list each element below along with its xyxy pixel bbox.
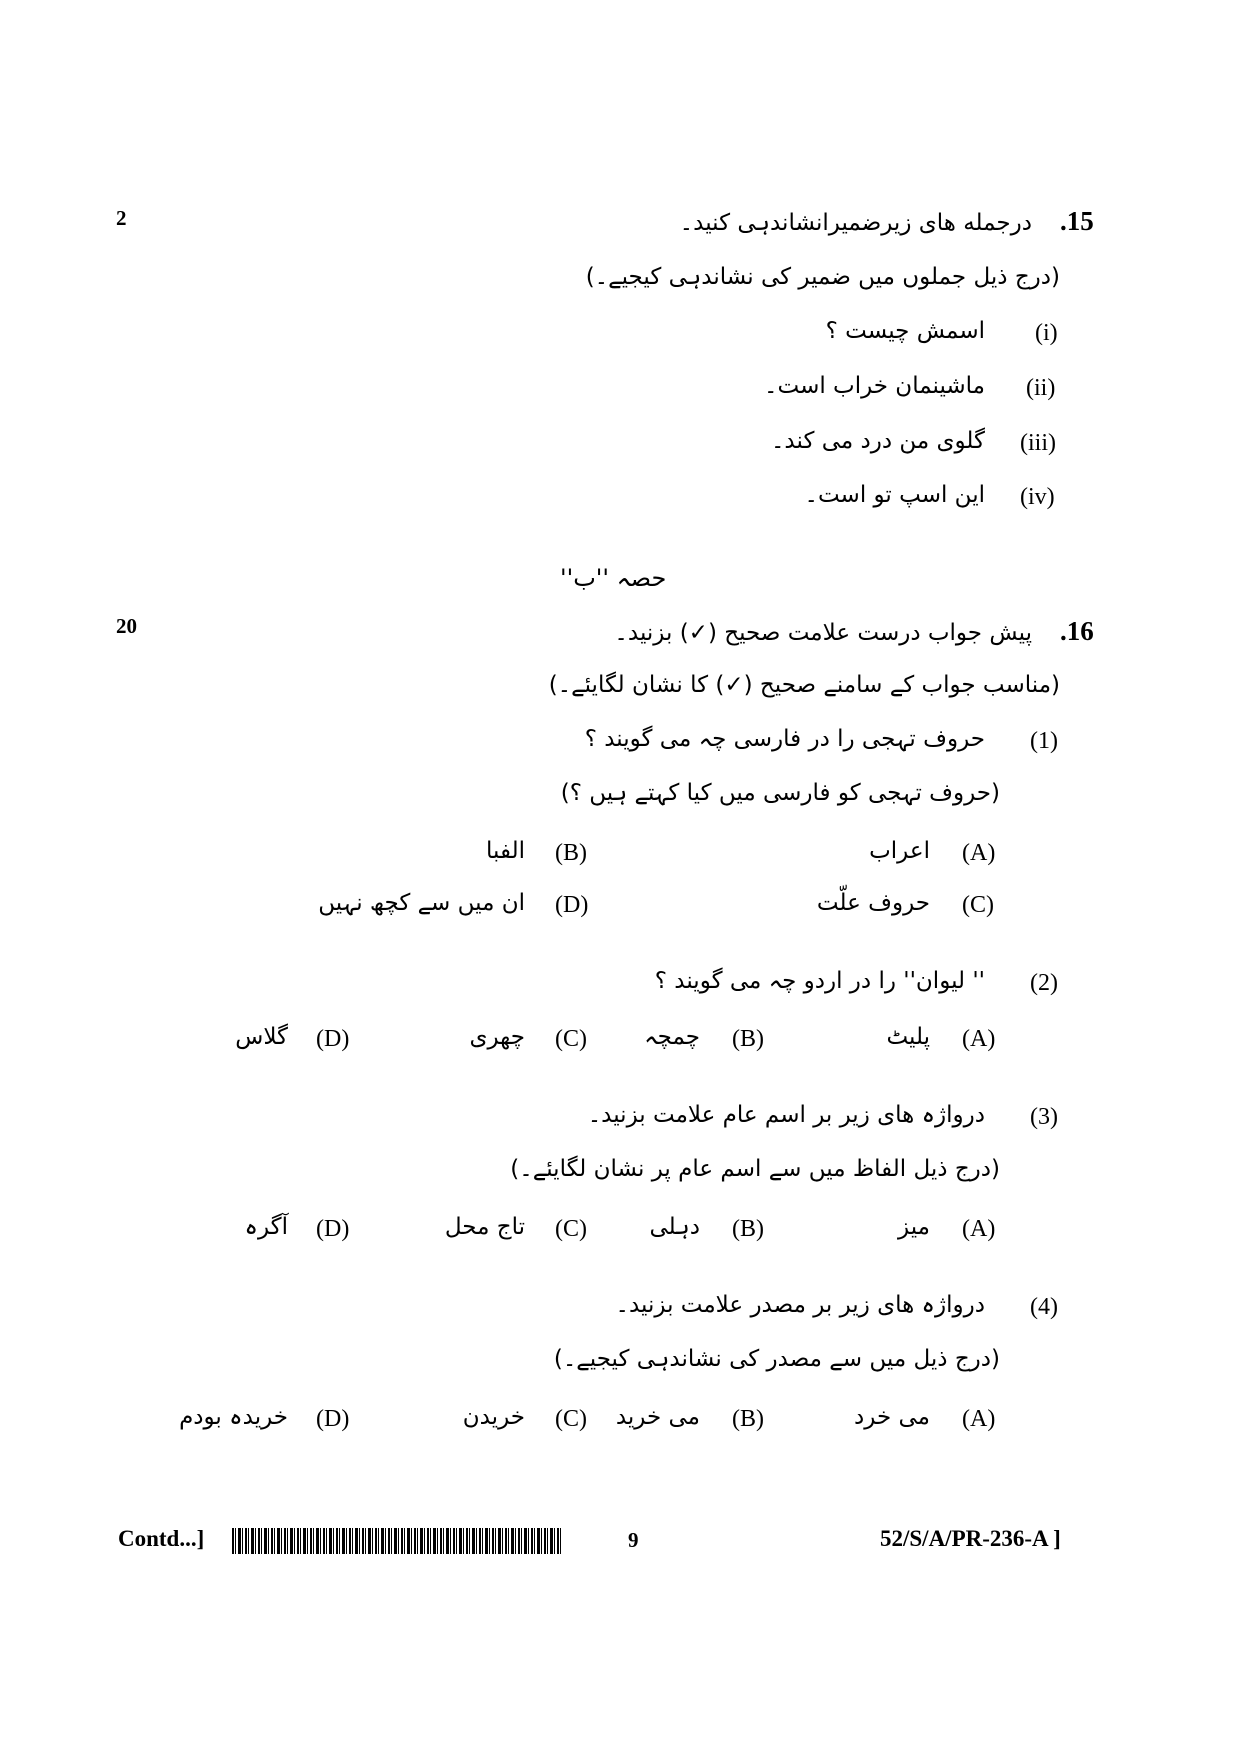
option-label-c: (C) bbox=[555, 1216, 587, 1242]
q15-persian-prompt: درجمله های زیرضمیرانشاندہی کنید۔ bbox=[679, 210, 1032, 236]
q16-sub1-option-c: حروف علّت bbox=[816, 890, 930, 916]
q16-sub3-option-b: دہلی bbox=[649, 1214, 700, 1240]
option-label-c: (C) bbox=[555, 1406, 587, 1432]
option-label-a: (A) bbox=[962, 840, 996, 866]
option-label-a: (A) bbox=[962, 1406, 996, 1432]
option-label-d: (D) bbox=[316, 1216, 350, 1242]
option-label-d: (D) bbox=[555, 892, 589, 918]
q16-sub2-option-d: گلاس bbox=[235, 1024, 288, 1050]
q16-persian-prompt: پیش جواب درست علامت صحیح (✓) بزنید۔ bbox=[614, 620, 1032, 646]
q16-sub1-persian: حروف تہجی را در فارسی چہ می گویند ؟ bbox=[584, 726, 985, 752]
q16-sub3-option-d: آگرہ bbox=[244, 1214, 288, 1240]
option-label-b: (B) bbox=[555, 840, 587, 866]
q15-item-text: گلوی من درد می کند۔ bbox=[770, 428, 985, 454]
q15-item-label: (i) bbox=[1035, 320, 1058, 346]
q16-sub3-option-c: تاج محل bbox=[444, 1214, 525, 1240]
q16-sub4-urdu: (درج ذیل میں سے مصدر کی نشاندہی کیجیے۔) bbox=[553, 1346, 1000, 1372]
q16-sub4-label: (4) bbox=[1030, 1294, 1058, 1320]
q16-sub2-option-c: چھری bbox=[469, 1024, 525, 1050]
q16-urdu-prompt: (مناسب جواب کے سامنے صحیح (✓) کا نشان لگایئے۔) bbox=[548, 672, 1060, 698]
q16-sub4-persian: درواژہ های زیر بر مصدر علامت بزنید۔ bbox=[615, 1292, 985, 1318]
option-label-a: (A) bbox=[962, 1216, 996, 1242]
option-label-c: (C) bbox=[555, 1026, 587, 1052]
option-label-a: (A) bbox=[962, 1026, 996, 1052]
q16-number: .16 bbox=[1060, 616, 1094, 646]
q15-number: .15 bbox=[1060, 206, 1094, 236]
q15-item-label: (ii) bbox=[1026, 375, 1056, 401]
q15-item-text: ماشینمان خراب است۔ bbox=[764, 373, 985, 399]
q16-sub3-label: (3) bbox=[1030, 1104, 1058, 1130]
option-label-b: (B) bbox=[732, 1406, 764, 1432]
q16-sub4-option-b: می خرید bbox=[615, 1404, 700, 1430]
section-title: حصہ ''ب'' bbox=[560, 564, 667, 592]
option-label-b: (B) bbox=[732, 1026, 764, 1052]
option-label-c: (C) bbox=[962, 892, 994, 918]
option-label-b: (B) bbox=[732, 1216, 764, 1242]
q16-sub3-urdu: (درج ذیل الفاظ میں سے اسم عام پر نشان لگایئے۔) bbox=[510, 1156, 1000, 1182]
q16-sub1-label: (1) bbox=[1030, 728, 1058, 754]
paper-code: 52/S/A/PR-236-A ] bbox=[880, 1526, 1061, 1551]
q16-sub4-option-c: خریدن bbox=[462, 1404, 525, 1430]
q15-item-text: اسمش چیست ؟ bbox=[825, 318, 985, 344]
q16-sub2-option-a: پلیٹ bbox=[886, 1024, 930, 1050]
q16-sub3-option-a: میز bbox=[898, 1214, 930, 1240]
q16-sub1-option-d: ان میں سے کچھ نہیں bbox=[318, 890, 525, 916]
q16-sub2-label: (2) bbox=[1030, 970, 1058, 996]
q15-item-label: (iv) bbox=[1020, 484, 1055, 510]
q16-sub2-option-b: چمچہ bbox=[644, 1024, 700, 1050]
q15-item-label: (iii) bbox=[1020, 430, 1056, 456]
q16-sub1-option-b: الفبا bbox=[486, 838, 525, 864]
q16-sub4-option-d: خریدہ بودم bbox=[179, 1404, 288, 1430]
q16-sub4-option-a: می خرد bbox=[854, 1404, 930, 1430]
q16-sub1-option-a: اعراب bbox=[869, 838, 930, 864]
q15-marks: 2 bbox=[116, 206, 127, 230]
option-label-d: (D) bbox=[316, 1026, 350, 1052]
q15-urdu-prompt: (درج ذیل جملوں میں ضمیر کی نشاندہی کیجیے۔) bbox=[585, 264, 1060, 290]
option-label-d: (D) bbox=[316, 1406, 350, 1432]
q16-marks: 20 bbox=[116, 614, 137, 638]
barcode bbox=[232, 1528, 562, 1554]
q16-sub1-urdu: (حروف تہجی کو فارسی میں کیا کہتے ہیں ؟) bbox=[560, 780, 1000, 806]
page-number: 9 bbox=[628, 1528, 639, 1552]
footer-contd: Contd...] bbox=[118, 1526, 205, 1551]
q15-item-text: این اسپ تو است۔ bbox=[804, 482, 985, 508]
q16-sub2-persian: '' لیوان'' را در اردو چہ می گویند ؟ bbox=[654, 968, 985, 994]
q16-sub3-persian: درواژہ های زیر بر اسم عام علامت بزنید۔ bbox=[587, 1102, 985, 1128]
